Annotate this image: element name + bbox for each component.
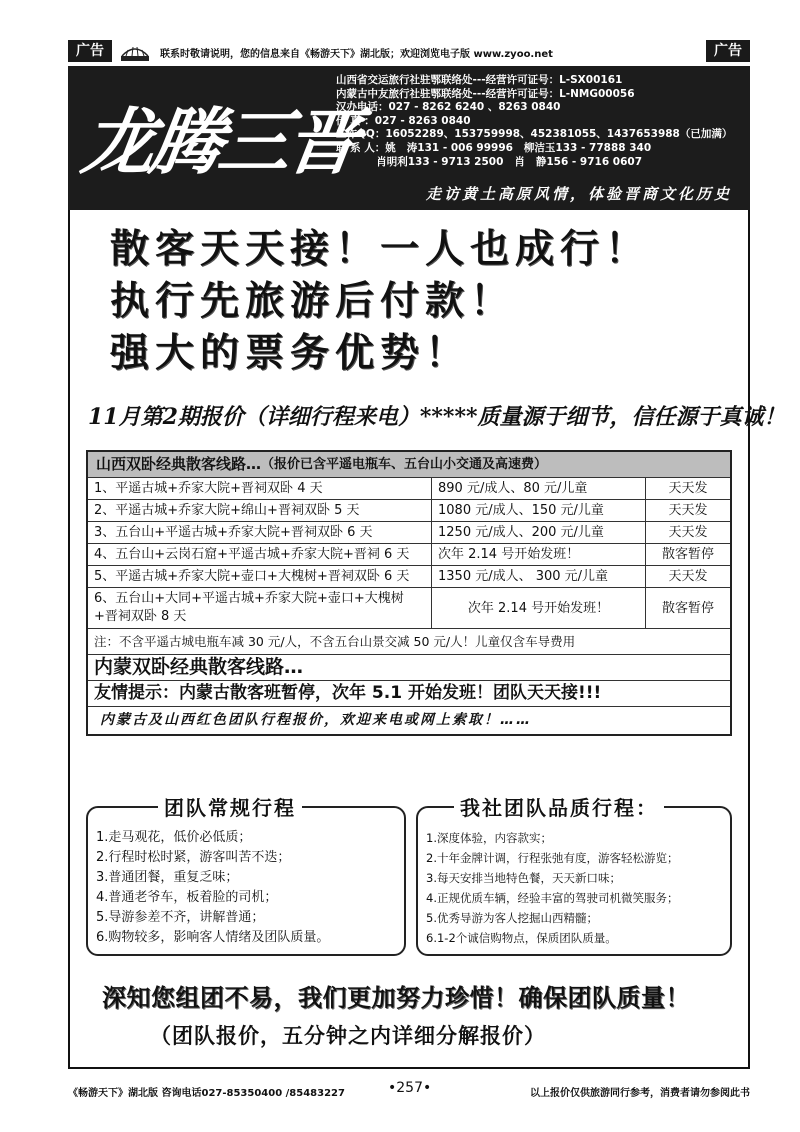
closing-statement: 深知您组团不易，我们更加努力珍惜！确保团队质量！ xyxy=(102,984,690,1012)
price-cell: 1250 元/成人、200 元/儿童 xyxy=(432,522,646,543)
list-item: 1.走马观花，低价必低质； xyxy=(96,830,252,845)
table-row xyxy=(88,500,730,522)
route-cell: 6、五台山+大同+平遥古城+乔家大院+壶口+大槐树+晋祠双卧 8 天 xyxy=(88,588,432,628)
quality-itinerary-box xyxy=(416,796,732,956)
table-row xyxy=(88,588,730,629)
status-cell: 散客暂停 xyxy=(661,547,714,562)
tip-row xyxy=(88,681,730,707)
contact-line: 肖明利133 - 9713 2500 肖 静156 - 9716 0607 xyxy=(336,155,643,168)
route-table xyxy=(86,450,732,736)
table-header xyxy=(88,452,730,478)
list-item: 5.优秀导游为客人挖掘山西精髓； xyxy=(426,911,598,925)
status-cell: 天天发 xyxy=(668,503,708,518)
list-item: 2.行程时松时紧，游客叫苦不迭； xyxy=(96,850,291,865)
list-item: 6.1-2个诚信购物点，保质团队质量。 xyxy=(426,931,617,945)
contact-line: 传 真 ：027 - 8263 0840 xyxy=(336,114,471,127)
table-row xyxy=(88,566,730,588)
inner-mongolia-row xyxy=(88,655,730,681)
status-cell: 天天发 xyxy=(668,569,708,584)
list-item: 1.深度体验，内容款实； xyxy=(426,831,552,845)
route-cell: 3、五台山+平遥古城+乔家大院+晋祠双卧 6 天 xyxy=(88,522,432,543)
promo-line: 散客天天接！一人也成行！ xyxy=(110,227,651,272)
promo-line: 强大的票务优势！ xyxy=(110,331,471,376)
price-cell: 1350 元/成人、 300 元/儿童 xyxy=(432,566,646,587)
period-heading: 11月第2期报价（详细行程来电）*****质量源于细节，信任源于真诚！ xyxy=(88,404,786,430)
list-item: 3.每天安排当地特色餐，天天新口味； xyxy=(426,871,621,885)
status-cell: 散客暂停 xyxy=(661,600,714,616)
closing-subline: （团队报价，五分钟之内详细分解报价） xyxy=(150,1024,546,1048)
table-title: 山西双卧经典散客线路… xyxy=(96,455,262,473)
source-note: 联系时敬请说明，您的信息来自《畅游天下》湖北版；欢迎浏览电子版 www.zyoo.net xyxy=(160,49,553,60)
contact-line: 山西省交运旅行社驻鄂联络处---经营许可证号：L-SX00161 xyxy=(336,74,623,86)
regular-itinerary-box xyxy=(86,796,406,956)
table-header-note: （报价已含平遥电瓶车、五台山小交通及高速费） xyxy=(261,457,548,472)
friendly-tip: 友情提示：内蒙古散客班暂停，次年 5.1 开始发班！团队天天接!!! xyxy=(94,683,602,703)
table-note-row xyxy=(88,629,730,655)
route-cell: 2、平遥古城+乔家大院+绵山+晋祠双卧 5 天 xyxy=(88,500,432,521)
price-cell: 次年 2.14 号开始发班！ xyxy=(432,588,646,628)
regular-itinerary-list xyxy=(96,828,329,948)
inner-mongolia-title: 内蒙双卧经典散客线路… xyxy=(94,656,304,678)
route-cell: 4、五台山+云岗石窟+平遥古城+乔家大院+晋祠 6 天 xyxy=(88,544,432,565)
price-cell: 1080 元/成人、150 元/儿童 xyxy=(432,500,646,521)
contact-line: 内蒙古中友旅行社驻鄂联络处---经营许可证号：L-NMG00056 xyxy=(336,87,635,100)
contact-line: 工作QQ：16052289、153759998、452381055、1437653988（已加满） xyxy=(336,128,733,141)
page-number: •257• xyxy=(388,1080,432,1096)
list-item: 5.导游参差不齐，讲解普通； xyxy=(96,910,265,925)
status-cell: 天天发 xyxy=(668,525,708,540)
box-title: 我社团队品质行程： xyxy=(454,792,664,821)
table-row xyxy=(88,522,730,544)
quality-itinerary-list xyxy=(426,828,678,948)
status-cell: 天天发 xyxy=(668,481,708,496)
price-cell: 次年 2.14 号开始发班！ xyxy=(432,544,646,565)
promo-block xyxy=(110,224,650,380)
footer-contact: 《畅游天下》湖北版 咨询电话027-85350400 /85483227 xyxy=(68,1088,345,1099)
contact-line: 联 系 人：姚 涛131 - 006 99996 柳洁玉133 - 77888 340 xyxy=(336,141,652,154)
request-row xyxy=(88,707,730,734)
header-slogan: 走访黄土高原风情，体验晋商文化历史 xyxy=(425,185,732,203)
list-item: 6.购物较多，影响客人情绪及团队质量。 xyxy=(96,930,330,945)
agency-header xyxy=(68,66,750,210)
contact-line: 汉办电话：027 - 8262 6240 、8263 0840 xyxy=(336,101,561,114)
price-cell: 890 元/成人、80 元/儿童 xyxy=(432,478,646,499)
top-bar xyxy=(68,40,750,64)
list-item: 3.普通团餐，重复乏味； xyxy=(96,870,239,885)
brand-title: 龙腾三晋 xyxy=(77,99,362,184)
table-row xyxy=(88,544,730,566)
logo-icon xyxy=(118,42,152,62)
list-item: 2.十年金牌计调，行程张弛有度，游客轻松游览； xyxy=(426,851,679,865)
route-cell: 1、平遥古城+乔家大院+晋祠双卧 4 天 xyxy=(88,478,432,499)
list-item: 4.普通老爷车，板着脸的司机； xyxy=(96,890,278,905)
list-item: 4.正规优质车辆，经验丰富的驾驶司机微笑服务； xyxy=(426,891,679,905)
ad-tag-right: 广告 xyxy=(706,40,750,62)
table-row xyxy=(88,478,730,500)
price-note: 注：不含平遥古城电瓶车减 30 元/人，不含五台山景交减 50 元/人！儿童仅含车导费用 xyxy=(94,634,576,649)
quote-request-note: 内蒙古及山西红色团队行程报价，欢迎来电或网上索取！…… xyxy=(100,712,532,728)
footer-disclaimer: 以上报价仅供旅游同行参考，消费者请勿参阅此书 xyxy=(530,1088,750,1099)
contact-block xyxy=(336,74,732,169)
promo-line: 执行先旅游后付款！ xyxy=(110,279,516,324)
box-title: 团队常规行程 xyxy=(158,792,302,821)
ad-tag-left: 广告 xyxy=(68,40,112,62)
route-cell: 5、平遥古城+乔家大院+壶口+大槐树+晋祠双卧 6 天 xyxy=(88,566,432,587)
